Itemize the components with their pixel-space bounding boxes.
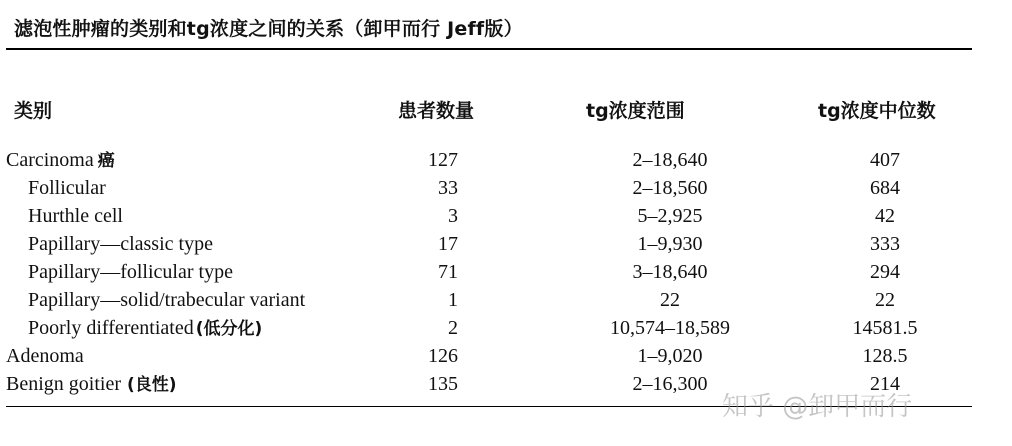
table-row <box>0 342 1012 370</box>
row-median: 684 <box>870 177 900 199</box>
table-body <box>0 146 1012 398</box>
row-median: 42 <box>875 205 895 227</box>
row-range: 10,574–18,589 <box>610 317 730 339</box>
table-row <box>0 202 1012 230</box>
row-range: 3–18,640 <box>632 261 708 283</box>
category-zh: 癌 <box>97 151 115 171</box>
header-category: 类别 <box>14 100 53 122</box>
row-range: 2–16,300 <box>632 373 708 395</box>
row-count: 71 <box>438 261 458 283</box>
row-median: 294 <box>870 261 900 283</box>
row-count: 135 <box>428 373 458 395</box>
category-zh: (低分化) <box>195 319 263 339</box>
row-median: 128.5 <box>862 345 908 367</box>
row-count: 126 <box>428 345 458 367</box>
category-zh: (良性) <box>126 375 177 395</box>
header-median: tg浓度中位数 <box>818 100 936 122</box>
row-category: Papillary—classic type <box>28 233 213 255</box>
row-range: 1–9,020 <box>637 345 703 367</box>
top-rule <box>6 48 972 50</box>
row-category: Papillary—solid/trabecular variant <box>28 289 306 311</box>
row-count: 3 <box>448 205 458 227</box>
row-category <box>28 314 262 343</box>
table-row <box>0 258 1012 286</box>
row-category: Adenoma <box>6 345 84 367</box>
header-patients: 患者数量 <box>398 100 475 122</box>
row-range: 5–2,925 <box>637 205 703 227</box>
row-category: Follicular <box>28 177 106 199</box>
row-category: Papillary—follicular type <box>28 261 233 283</box>
header-range: tg浓度范围 <box>586 100 685 122</box>
row-range: 1–9,930 <box>637 233 703 255</box>
row-count: 127 <box>428 149 458 171</box>
table-row <box>0 314 1012 342</box>
row-median: 22 <box>875 289 895 311</box>
watermark: 知乎 @卸甲而行 <box>722 392 913 422</box>
row-count: 17 <box>438 233 458 255</box>
table-row <box>0 230 1012 258</box>
row-category: Hurthle cell <box>28 205 123 227</box>
row-median: 14581.5 <box>852 317 918 339</box>
row-range: 2–18,640 <box>632 149 708 171</box>
table-row <box>0 286 1012 314</box>
row-count: 2 <box>448 317 458 339</box>
row-median: 333 <box>870 233 900 255</box>
row-range: 22 <box>660 289 680 311</box>
row-count: 33 <box>438 177 458 199</box>
table-row <box>0 174 1012 202</box>
table-row <box>0 146 1012 174</box>
row-category <box>6 146 115 175</box>
row-median: 214 <box>870 373 900 395</box>
table-title: 滤泡性肿瘤的类别和tg浓度之间的关系（卸甲而行 Jeff版） <box>14 18 523 40</box>
row-median: 407 <box>870 149 900 171</box>
row-range: 2–18,560 <box>632 177 708 199</box>
category-name: Benign goitier <box>6 373 121 395</box>
row-category <box>6 370 177 399</box>
category-name: Carcinoma <box>6 149 94 171</box>
row-count: 1 <box>448 289 458 311</box>
category-name: Poorly differentiated <box>28 317 194 339</box>
